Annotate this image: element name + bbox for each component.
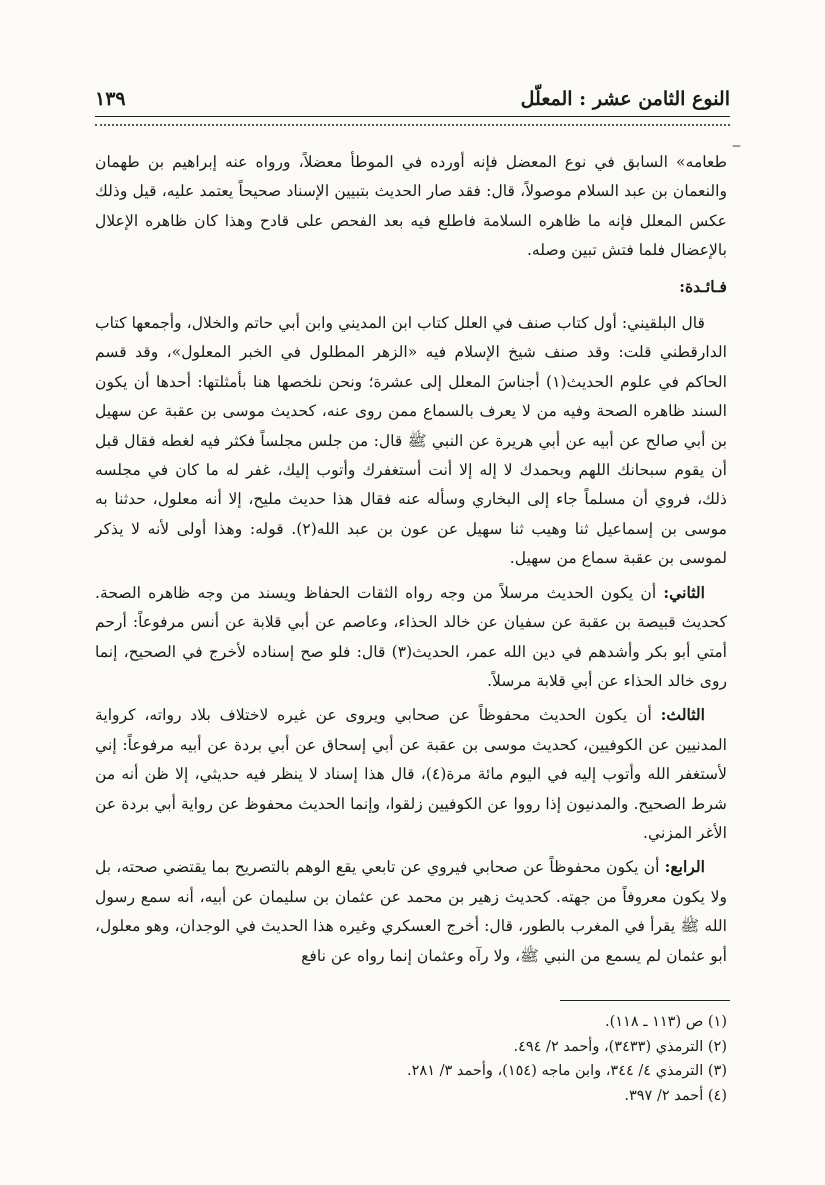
paragraph-lead: الثاني:	[663, 582, 705, 602]
paragraph-third	[95, 700, 727, 848]
page-number: ١٣٩	[95, 88, 126, 110]
paragraph-second	[95, 578, 727, 697]
section-heading: فـائـدة:	[679, 276, 727, 296]
footnote-item: (٢) الترمذي (٣٤٣٣)، وأحمد ٢/ ٤٩٤.	[513, 1038, 727, 1055]
footnote-rule	[560, 1000, 730, 1001]
paragraph-fourth	[95, 852, 727, 971]
dotted-separator	[95, 124, 730, 126]
paragraph-albulqini	[95, 309, 727, 574]
header-rule	[95, 116, 730, 117]
footnote-item: (١) ص (١١٣ ـ ١١٨).	[604, 1014, 727, 1030]
paragraph-text: أن يكون الحديث مرسلاً من وجه رواه الثقات الحفاظ ويسند من وجه ظاهره الصحة. كحديث قبيصة بن عقبة عن سفيان عن خالد الحذاء، وعاصم عن أبي قلابة عن أنس مرفوعاً: أرحم أمتي أبو بكر وأشدهم في دين الله عمر، الحديث(٣) قال: فلو صح إسناده لأخرج في الصحيح، إنما روى خالد الحذاء عن أبي قلابة مرسلاً.	[95, 583, 727, 690]
paragraph-continuation	[95, 148, 727, 266]
paragraph-text: أن يكون الحديث محفوظاً عن صحابي ويروى عن غيره لاختلاف بلاد رواته، كرواية المدنيين عن الكوفيين، كحديث موسى بن عقبة عن أبي إسحاق عن أبي بردة عن أبيه مرفوعاً: إني لأستغفر الله وأتوب إليه في اليوم مائة مرة(٤)، قال هذا إسناد لا ينظر فيه حديثي، إلا ظن أنه من شرط الصحيح. والمدنيون إذا رووا عن الكوفيين زلقوا، وإنما الحديث محفوظ عن رواية أبي بردة عن الأغر المزني.	[95, 706, 727, 842]
running-title: النوع الثامن عشر : المعلّل	[520, 88, 730, 110]
main-text	[95, 148, 727, 975]
paragraph-text: طعامه» السابق في نوع المعضل فإنه أورده في الموطأ معضلاً، ورواه عنه إبراهيم بن طهمان والنعمان بن عبد السلام موصولاً، قال: فقد صار الحديث بتبيين الإسناد صحيحاً يعتمد عليه، قيل وذلك عكس المعلل فإنه ما ظاهره السلامة فاطلع فيه بعد الفحص على قادح وهذا كان ظاهره الإعلال بالإعضال فلما فتش تبين وصله.	[95, 153, 727, 260]
paragraph-lead: الثالث:	[660, 705, 705, 725]
paragraph-text: قال البلقيني: أول كتاب صنف في العلل كتاب ابن المديني وابن أبي حاتم والخلال، وأجمعها كتاب الدارقطني قلت: وقد صنف شيخ الإسلام فيه «الزهر المطلول في الخبر المعلول»، وقد قسم الحاكم في علوم الحديث(١) أجناسَ المعلل إلى عشرة؛ ونحن نلخصها هنا بأمثلتها: أحدها أن يكون السند ظاهره الصحة وفيه من لا يعرف بالسماع ممن روى عنه، كحديث موسى بن عقبة عن سهيل بن أبي صالح عن أبيه عن أبي هريرة عن النبي ﷺ قال: من جلس مجلساً فكثر فيه لغطه فقال قبل أن يقوم سبحانك اللهم وبحمدك لا إله إلا أنت أستغفرك وأتوب إليك، غفر له ما كان في مجلسه ذلك، فروي أن مسلماً جاء إلى البخاري وسأله عنه فقال هذا حديث مليح، إلا أنه معلول، حدثنا به موسى بن إسماعيل ثنا وهيب ثنا سهيل عن عون بن عبد الله(٢). قوله: وهذا أولى لأنه لا يذكر لموسى بن عقبة سماع من سهيل.	[95, 314, 728, 568]
footnote-item: (٣) الترمذي ٤/ ٣٤٤، وابن ماجه (١٥٤)، وأحمد ٣/ ٢٨١.	[407, 1063, 727, 1079]
footnotes	[95, 1010, 727, 1108]
footnote-item: (٤) أحمد ٢/ ٣٩٧.	[624, 1087, 727, 1104]
margin-mark-icon: ‒	[732, 138, 741, 154]
paragraph-lead: الرابع:	[664, 857, 705, 877]
paragraph-text: أن يكون محفوظاً عن صحابي فيروي عن تابعي يقع الوهم بالتصريح بما يقتضي صحته، بل ولا يكون معروفاً من جهته. كحديث زهير بن محمد عن عثمان بن سليمان عن أبيه، أنه سمع رسول الله ﷺ يقرأ في المغرب بالطور، قال: أخرج العسكري وغيره هذا الحديث في الوجدان، وهو معلول، أبو عثمان لم يسمع من النبي ﷺ، ولا رآه وعثمان إنما رواه عن نافع	[95, 858, 727, 965]
page-header	[95, 82, 730, 114]
